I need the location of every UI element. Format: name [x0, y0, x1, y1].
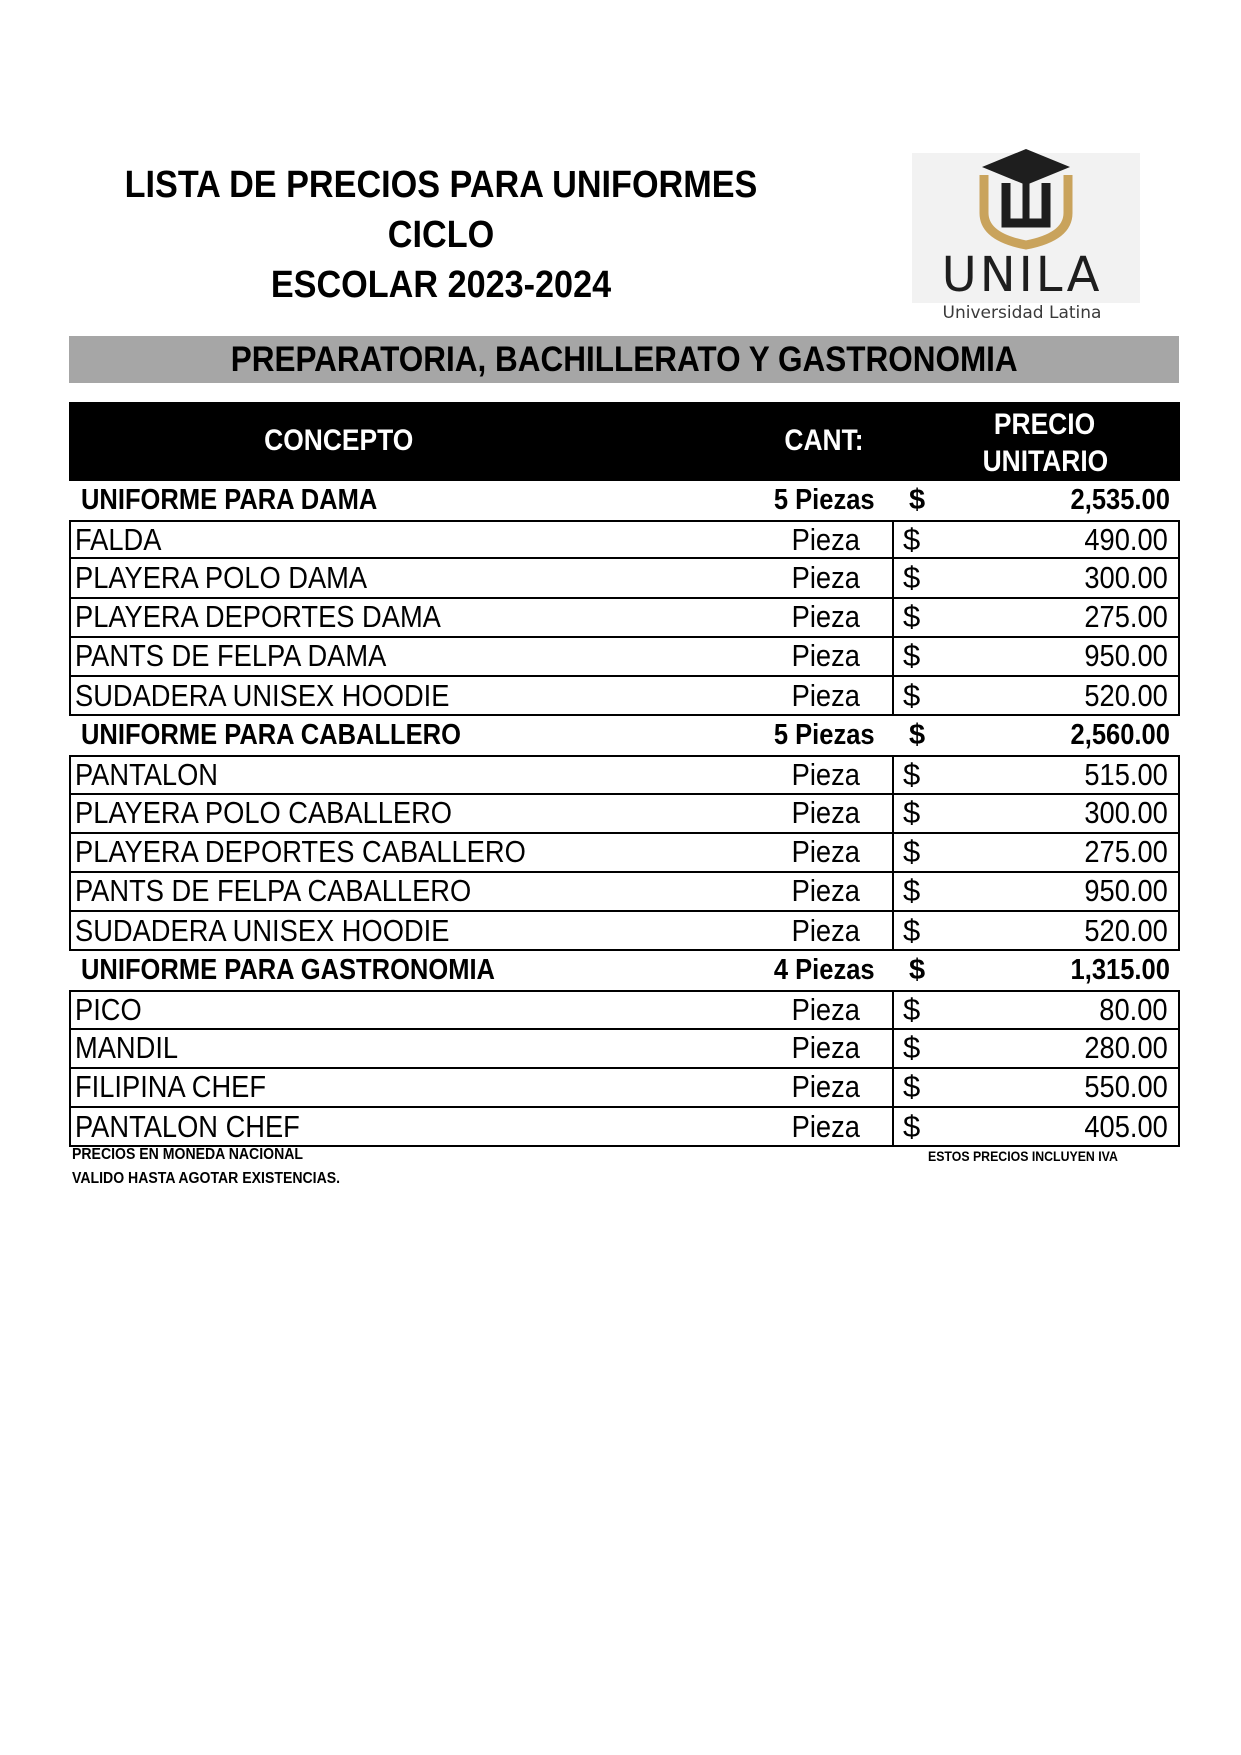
item-qty: Pieza [791, 638, 861, 674]
item-concept: PANTALON CHEF [75, 1108, 300, 1144]
table-row [69, 599, 1180, 638]
group-qty: 4 Piezas [773, 954, 875, 987]
group-row [69, 716, 1180, 755]
item-qty: Pieza [791, 521, 861, 557]
section-title: PREPARATORIA, BACHILLERATO Y GASTRONOMIA [230, 340, 1018, 379]
item-currency: $ [903, 638, 921, 674]
group-label: UNIFORME PARA GASTRONOMIA [81, 954, 495, 987]
item-currency: $ [903, 1108, 921, 1144]
item-currency: $ [903, 834, 921, 870]
logo-name: UNILA [941, 247, 1103, 303]
item-qty: Pieza [791, 599, 861, 635]
item-concept: PLAYERA DEPORTES CABALLERO [75, 834, 526, 870]
column-qty: CANT: [784, 424, 864, 457]
price-table [69, 402, 1180, 1147]
item-concept: PICO [75, 992, 142, 1028]
item-concept: FALDA [75, 521, 162, 557]
item-currency: $ [903, 521, 921, 557]
item-concept: PLAYERA POLO CABALLERO [75, 795, 453, 831]
item-price: 550.00 [1084, 1069, 1168, 1105]
item-price: 300.00 [1084, 559, 1168, 595]
table-row [69, 990, 1180, 1029]
column-price: PRECIO UNITARIO [982, 408, 1108, 478]
title-line-1: LISTA DE PRECIOS PARA UNIFORMES CICLO [124, 164, 758, 256]
item-currency: $ [903, 912, 921, 948]
item-qty: Pieza [791, 756, 861, 792]
group-label: UNIFORME PARA CABALLERO [81, 719, 461, 752]
group-row [69, 951, 1180, 990]
item-price: 490.00 [1084, 521, 1168, 557]
table-row [69, 520, 1180, 559]
table-row [69, 638, 1180, 677]
title-line-2: ESCOLAR 2023-2024 [270, 264, 612, 306]
item-concept: SUDADERA UNISEX HOODIE [75, 912, 450, 948]
footer-note-iva: ESTOS PRECIOS INCLUYEN IVA [928, 1148, 1118, 1164]
group-total: 1,315.00 [1070, 954, 1170, 987]
item-currency: $ [903, 756, 921, 792]
item-qty: Pieza [791, 677, 861, 713]
unila-logo [912, 145, 1140, 325]
item-currency: $ [903, 992, 921, 1028]
table-body [69, 481, 1180, 1147]
table-row [69, 912, 1180, 951]
group-qty: 5 Piezas [773, 719, 875, 752]
logo-subtitle: Universidad Latina [942, 303, 1102, 323]
table-row [69, 795, 1180, 834]
table-row [69, 1108, 1180, 1147]
item-price: 275.00 [1084, 599, 1168, 635]
table-row [69, 873, 1180, 912]
item-qty: Pieza [791, 992, 861, 1028]
item-currency: $ [903, 599, 921, 635]
table-row [69, 559, 1180, 598]
item-price: 950.00 [1084, 638, 1168, 674]
footer-note-validity: VALIDO HASTA AGOTAR EXISTENCIAS. [72, 1170, 341, 1187]
page-title [90, 160, 792, 310]
group-qty: 5 Piezas [773, 484, 875, 517]
item-qty: Pieza [791, 795, 861, 831]
table-row [69, 1030, 1180, 1069]
group-total: 2,535.00 [1070, 484, 1170, 517]
item-price: 520.00 [1084, 677, 1168, 713]
table-row [69, 1069, 1180, 1108]
item-concept: PLAYERA POLO DAMA [75, 559, 368, 595]
section-bar [69, 336, 1179, 383]
item-concept: PLAYERA DEPORTES DAMA [75, 599, 441, 635]
graduation-cap-shield-icon [912, 145, 1140, 325]
table-row [69, 677, 1180, 716]
item-currency: $ [903, 873, 921, 909]
group-total: 2,560.00 [1070, 719, 1170, 752]
column-concept: CONCEPTO [264, 424, 414, 457]
item-qty: Pieza [791, 1108, 861, 1144]
item-price: 515.00 [1084, 756, 1168, 792]
table-header [69, 402, 1180, 481]
item-price: 950.00 [1084, 873, 1168, 909]
item-currency: $ [903, 795, 921, 831]
group-label: UNIFORME PARA DAMA [81, 484, 378, 517]
table-row [69, 834, 1180, 873]
group-currency: $ [909, 484, 926, 517]
group-currency: $ [909, 719, 926, 752]
item-price: 405.00 [1084, 1108, 1168, 1144]
table-row [69, 755, 1180, 794]
item-concept: PANTALON [75, 756, 218, 792]
item-qty: Pieza [791, 1030, 861, 1066]
item-price: 520.00 [1084, 912, 1168, 948]
item-price: 280.00 [1084, 1030, 1168, 1066]
group-currency: $ [909, 954, 926, 987]
item-concept: PANTS DE FELPA CABALLERO [75, 873, 472, 909]
footer-note-currency: PRECIOS EN MONEDA NACIONAL [72, 1146, 304, 1163]
item-currency: $ [903, 1069, 921, 1105]
group-row [69, 481, 1180, 520]
item-currency: $ [903, 559, 921, 595]
item-concept: FILIPINA CHEF [75, 1069, 267, 1105]
item-price: 275.00 [1084, 834, 1168, 870]
item-qty: Pieza [791, 1069, 861, 1105]
item-qty: Pieza [791, 559, 861, 595]
item-qty: Pieza [791, 834, 861, 870]
item-currency: $ [903, 677, 921, 713]
item-concept: SUDADERA UNISEX HOODIE [75, 677, 450, 713]
item-qty: Pieza [791, 873, 861, 909]
item-concept: MANDIL [75, 1030, 179, 1066]
item-concept: PANTS DE FELPA DAMA [75, 638, 387, 674]
item-price: 80.00 [1099, 992, 1168, 1028]
item-currency: $ [903, 1030, 921, 1066]
item-qty: Pieza [791, 912, 861, 948]
item-price: 300.00 [1084, 795, 1168, 831]
